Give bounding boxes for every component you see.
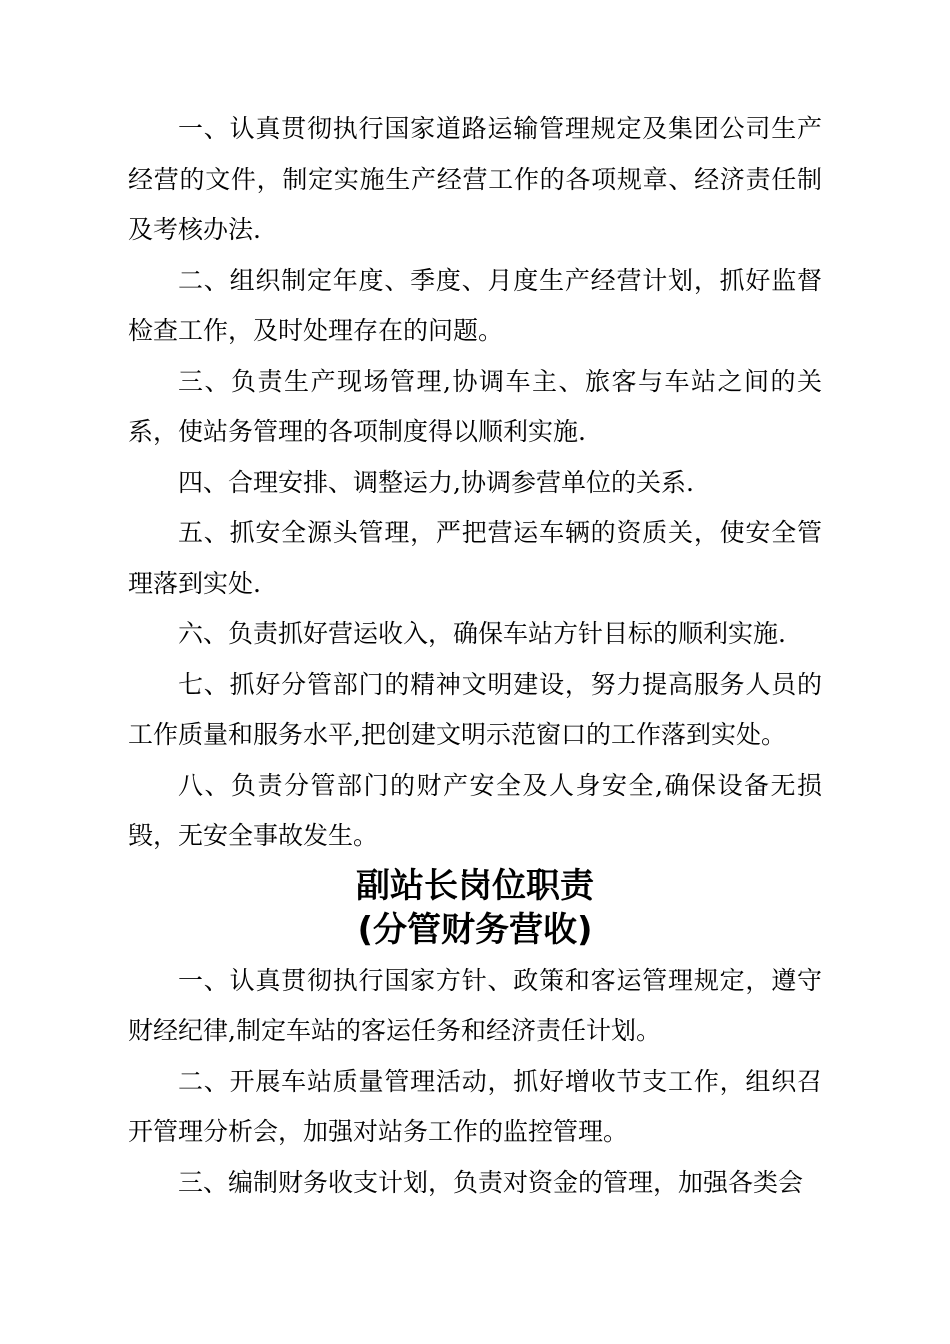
section-subtitle: (分管财务营收)	[357, 909, 593, 950]
document-body	[128, 104, 822, 1208]
finance-duty-item-2: 二、开展车站质量管理活动，抓好增收节支工作，组织召开管理分析会，加强对站务工作的监控管理。	[128, 1066, 822, 1146]
section-title: 副站长岗位职责	[356, 865, 594, 906]
finance-duty-item-1: 一、认真贯彻执行国家方针、政策和客运管理规定，遵守财经纪律,制定车站的客运任务和经济责任计划。	[128, 965, 822, 1045]
duty-item-7: 七、抓好分管部门的精神文明建设，努力提高服务人员的工作质量和服务水平,把创建文明示范窗口的工作落到实处。	[128, 669, 822, 749]
duty-item-3: 三、负责生产现场管理,协调车主、旅客与车站之间的关系，使站务管理的各项制度得以顺利实施.	[128, 366, 822, 446]
duty-item-1: 一、认真贯彻执行国家道路运输管理规定及集团公司生产经营的文件，制定实施生产经营工作的各项规章、经济责任制及考核办法.	[128, 114, 822, 244]
duty-item-6: 六、负责抓好营运收入，确保车站方针目标的顺利实施.	[178, 619, 786, 648]
duty-item-8: 八、负责分管部门的财产安全及人身安全,确保设备无损毁，无安全事故发生。	[128, 770, 822, 850]
finance-duty-item-3: 三、编制财务收支计划，负责对资金的管理，加强各类会	[178, 1167, 804, 1197]
duty-item-5: 五、抓安全源头管理，严把营运车辆的资质关，使安全管理落到实处.	[128, 518, 822, 598]
duty-item-4: 四、合理安排、调整运力,协调参营单位的关系.	[178, 467, 694, 497]
duty-item-2: 二、组织制定年度、季度、月度生产经营计划，抓好监督检查工作，及时处理存在的问题。	[128, 265, 822, 345]
